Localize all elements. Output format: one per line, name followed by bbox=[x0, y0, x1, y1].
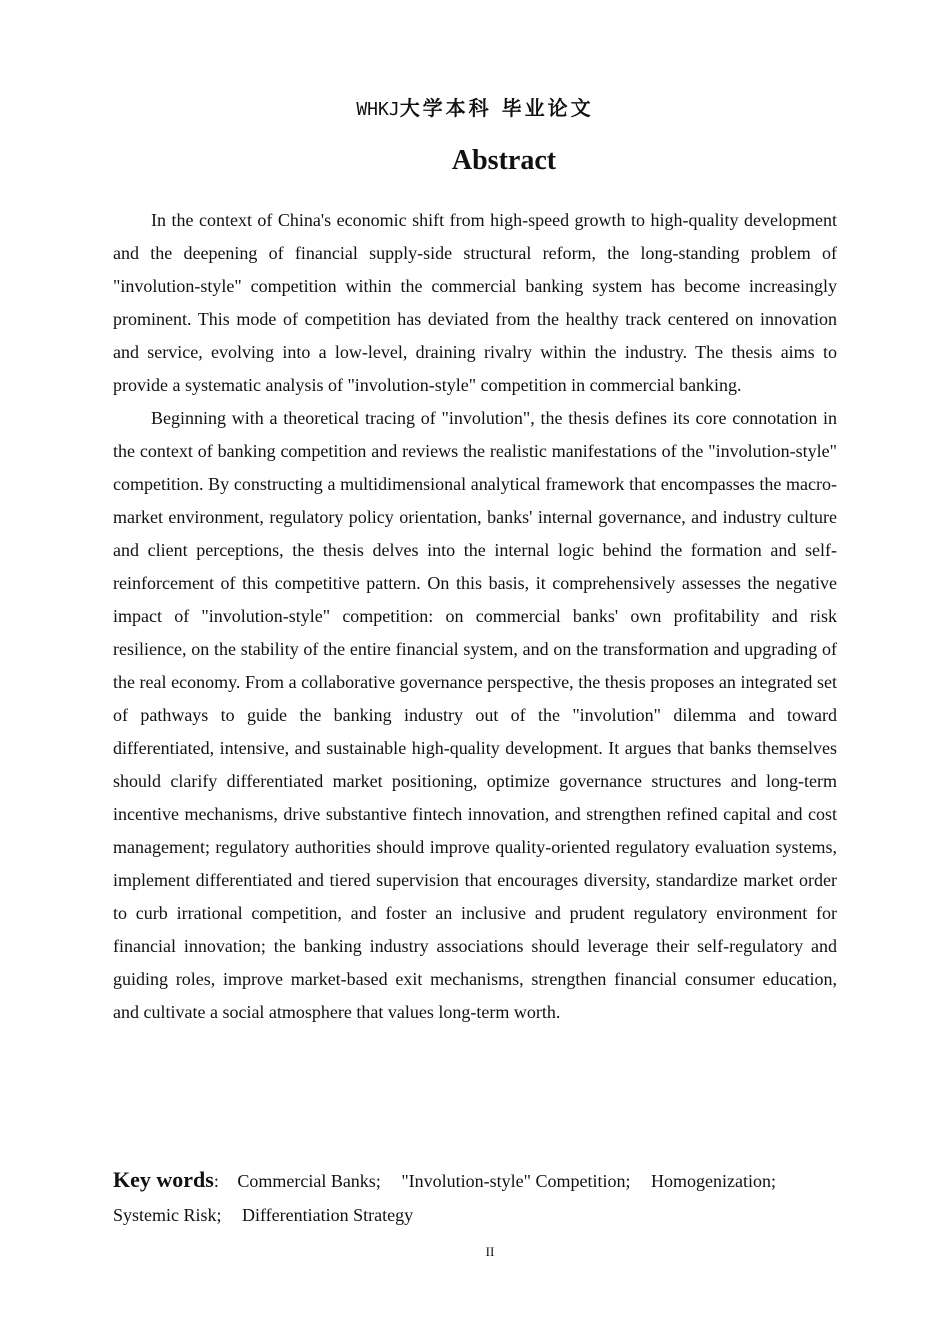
keyword-term: Homogenization; bbox=[651, 1171, 776, 1191]
keyword-term: Systemic Risk; bbox=[113, 1205, 222, 1225]
keyword-term: "Involution-style" Competition; bbox=[401, 1171, 631, 1191]
keywords-colon: : bbox=[213, 1171, 219, 1191]
running-header bbox=[0, 95, 950, 123]
keyword-term: Commercial Banks; bbox=[237, 1171, 381, 1191]
keywords-section bbox=[113, 1163, 837, 1232]
header-institution: WHKJ bbox=[356, 99, 400, 120]
keyword-term: Differentiation Strategy bbox=[242, 1205, 414, 1225]
page-title: Abstract bbox=[451, 145, 557, 176]
abstract-paragraph-2: Beginning with a theoretical tracing of "involution", the thesis defines its core connotation in the context of banking competition and reviews the realistic manifestations of the "involution-style" competition. By constructing a multidimensional analytical framework that encompasses the macro-market environment, regulatory policy orientation, banks' internal governance, and industry culture and client perceptions, the thesis delves into the internal logic behind the formation and self-reinforcement of this competitive pattern. On this basis, it comprehensively assesses the negative impact of "involution-style" competition: on commercial banks' own profitability and risk resilience, on the stability of the entire financial system, and on the transformation and upgrading of the real economy. From a collaborative governance perspective, the thesis proposes an integrated set of pathways to guide the banking industry out of the "involution" dilemma and toward differentiated, intensive, and sustainable high-quality development. It argues that banks themselves should clarify differentiated market positioning, optimize governance structures and long-term incentive mechanisms, drive substantive fintech innovation, and strengthen refined capital and cost management; regulatory authorities should improve quality-oriented regulatory evaluation systems, implement differentiated and tiered supervision that encourages diversity, standardize market order to curb irrational competition, and foster an inclusive and prudent regulatory environment for financial innovation; the banking industry associations should leverage their self-regulatory and guiding roles, improve market-based exit mechanisms, strengthen financial consumer education, and cultivate a social atmosphere that values long-term worth. bbox=[113, 408, 837, 1022]
abstract-body bbox=[113, 204, 837, 1029]
keywords-label: Key words bbox=[113, 1167, 214, 1192]
header-subtitle: 大学本科 毕业论文 bbox=[399, 96, 594, 120]
page-number: II bbox=[485, 1244, 495, 1259]
abstract-paragraph-1: In the context of China's economic shift from high-speed growth to high-quality development and the deepening of financial supply-side structural reform, the long-standing problem of "involution-style" competition within the commercial banking system has become increasingly prominent. This mode of competition has deviated from the healthy track centered on innovation and service, evolving into a low-level, draining rivalry within the industry. The thesis aims to provide a systematic analysis of "involution-style" competition in commercial banking. bbox=[113, 210, 837, 395]
